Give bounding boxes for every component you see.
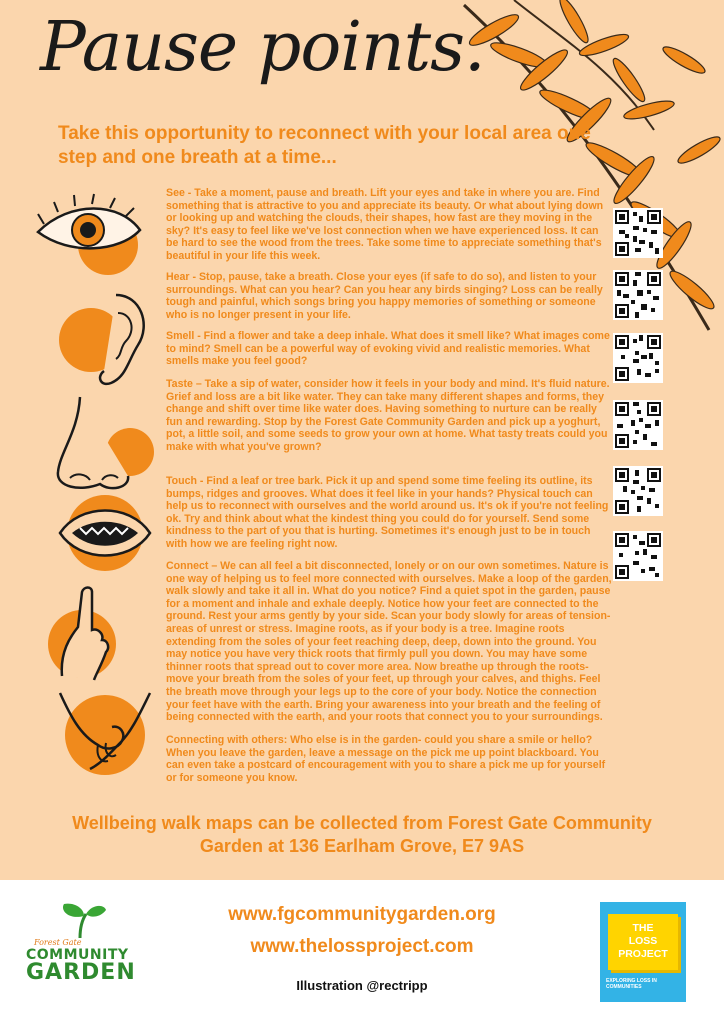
mouth-illustration [50, 488, 160, 578]
connecting-others-text: Connecting with others: Who else is in the garden- could you share a smile or hello? When you leave the garden, leave a message on the pick me up point blackboard. You can even take a postcard of encouragement with you to share a pick me up for yourself or for someone you know. [166, 734, 606, 784]
nose-illustration [40, 392, 155, 502]
qr-code-icon[interactable] [613, 270, 663, 320]
logo-line-project: PROJECT [618, 948, 668, 960]
see-section-text: See - Take a moment, pause and breath. Lift your eyes and take in where you are. Find something that is attractive to you and appreciate its beauty. Or what about lying down or looking up and watching the clouds, their shapes, how fast are they moving in the sky? It's easy to feel like we've lost connection when we have experienced loss. It can be hard to see the wood from the trees. Take some time to appreciate something that's beautiful in your life this week. [166, 187, 604, 262]
finger-illustration [40, 582, 140, 682]
logo-speech-box [608, 914, 678, 970]
logo-tagline: EXPLORING LOSS IN COMMUNITIES [606, 978, 657, 990]
qr-code-icon[interactable] [613, 208, 663, 258]
logo-line-loss: LOSS [628, 935, 658, 947]
logo-line-garden: GARDEN [26, 960, 136, 985]
loss-project-website-link[interactable]: www.thelossproject.com [250, 936, 474, 957]
smell-section-text: Smell - Find a flower and take a deep inhale. What does it smell like? What images come to mind? Smell can be a powerful way of evoking vivid and realistic memories. What smells make you feel good? [166, 330, 610, 368]
qr-code-icon[interactable] [613, 333, 663, 383]
logo-line-the: THE [632, 922, 654, 934]
eye-illustration [30, 190, 150, 280]
logo-line-community: COMMUNITY [26, 947, 129, 963]
touch-section-text: Touch - Find a leaf or tree bark. Pick it up and spend some time feeling its outline, its bumps, ridges and grooves. What does it feel like in your hands? Physical touch can help us to reconnect with ourselves and the world around us. It's ok if you're not feeling ok. Try and think about what the kindest thing you could do for yourself. Send some kindness to the part of you that is hurting. Sometimes it's enough just to be in touch with how we are feeling right now. [166, 475, 609, 550]
qr-code-icon[interactable] [613, 400, 663, 450]
collect-maps-note: Wellbeing walk maps can be collected from Forest Gate Community Garden at 136 Earlham Grove, E7 9AS [72, 813, 652, 856]
logo-small-text: Forest Gate [34, 938, 82, 947]
illustration-credit: Illustration @rectripp [296, 978, 428, 993]
fg-website-link[interactable]: www.fgcommunitygarden.org [228, 904, 496, 925]
page-title: Pause points. [40, 8, 485, 87]
taste-section-text: Taste – Take a sip of water, consider how it feels in your body and mind. It's fluid nature. Grief and loss are a bit like water. They can take many different shapes and forms, they change and shift over time like water does. Having something to nurture can be really fun and rewarding. Stop by the Forest Gate Community Garden and pick up a yoghurt, pot, a little soil, and some seeds to grow your own at home. What tasty treats could you make with what you've grown? [166, 378, 610, 453]
page-subtitle: Take this opportunity to reconnect with your local area one step and one breath at a time... [58, 123, 591, 168]
footer [0, 880, 724, 1024]
qr-code-icon[interactable] [613, 531, 663, 581]
hear-section-text: Hear - Stop, pause, take a breath. Close your eyes (if safe to do so), and listen to your surroundings. What can you hear? Can you hear any birds singing? Loss can be really tough and painful, which songs bring you happy memories of something or someone who is no longer present in your life. [166, 271, 603, 321]
connect-section-text: Connect – We can all feel a bit disconnected, lonely or on our own sometimes. Nature is one way of helping us to feel more connected with ourselves. Make a loop of the garden, walk slowly and take it all in. What do you notice? Find a quiet spot in the garden, pause for a moment and inhale and exhale deeply. Notice how your feet are connected to the ground. Rest your arms gently by your side. Scan your body slowly for areas of tension- areas of unrest or stress. Imagine roots, as if your body is a tree. Imagine roots extending from the soles of your feet reaching deep, deep, down into the ground. You may notice you have very thick roots that firmly pull you down. You may have some thinner roots that spread out to cover more area. Now breathe up through the roots- move your breath from the soles of your feet, up through your calves, and thighs. Feel the breath move through your legs up to the core of your body. Notice the connection your feet have with the earth. Bring your awareness into your breath and the feeling of being connected with the earth, and your roots that connect you to your surroundings. [166, 560, 612, 724]
logo-text [608, 922, 678, 961]
the-loss-project-logo [600, 902, 686, 1002]
hands-illustration [50, 685, 160, 780]
ear-illustration [56, 285, 156, 390]
qr-code-icon[interactable] [613, 466, 663, 516]
